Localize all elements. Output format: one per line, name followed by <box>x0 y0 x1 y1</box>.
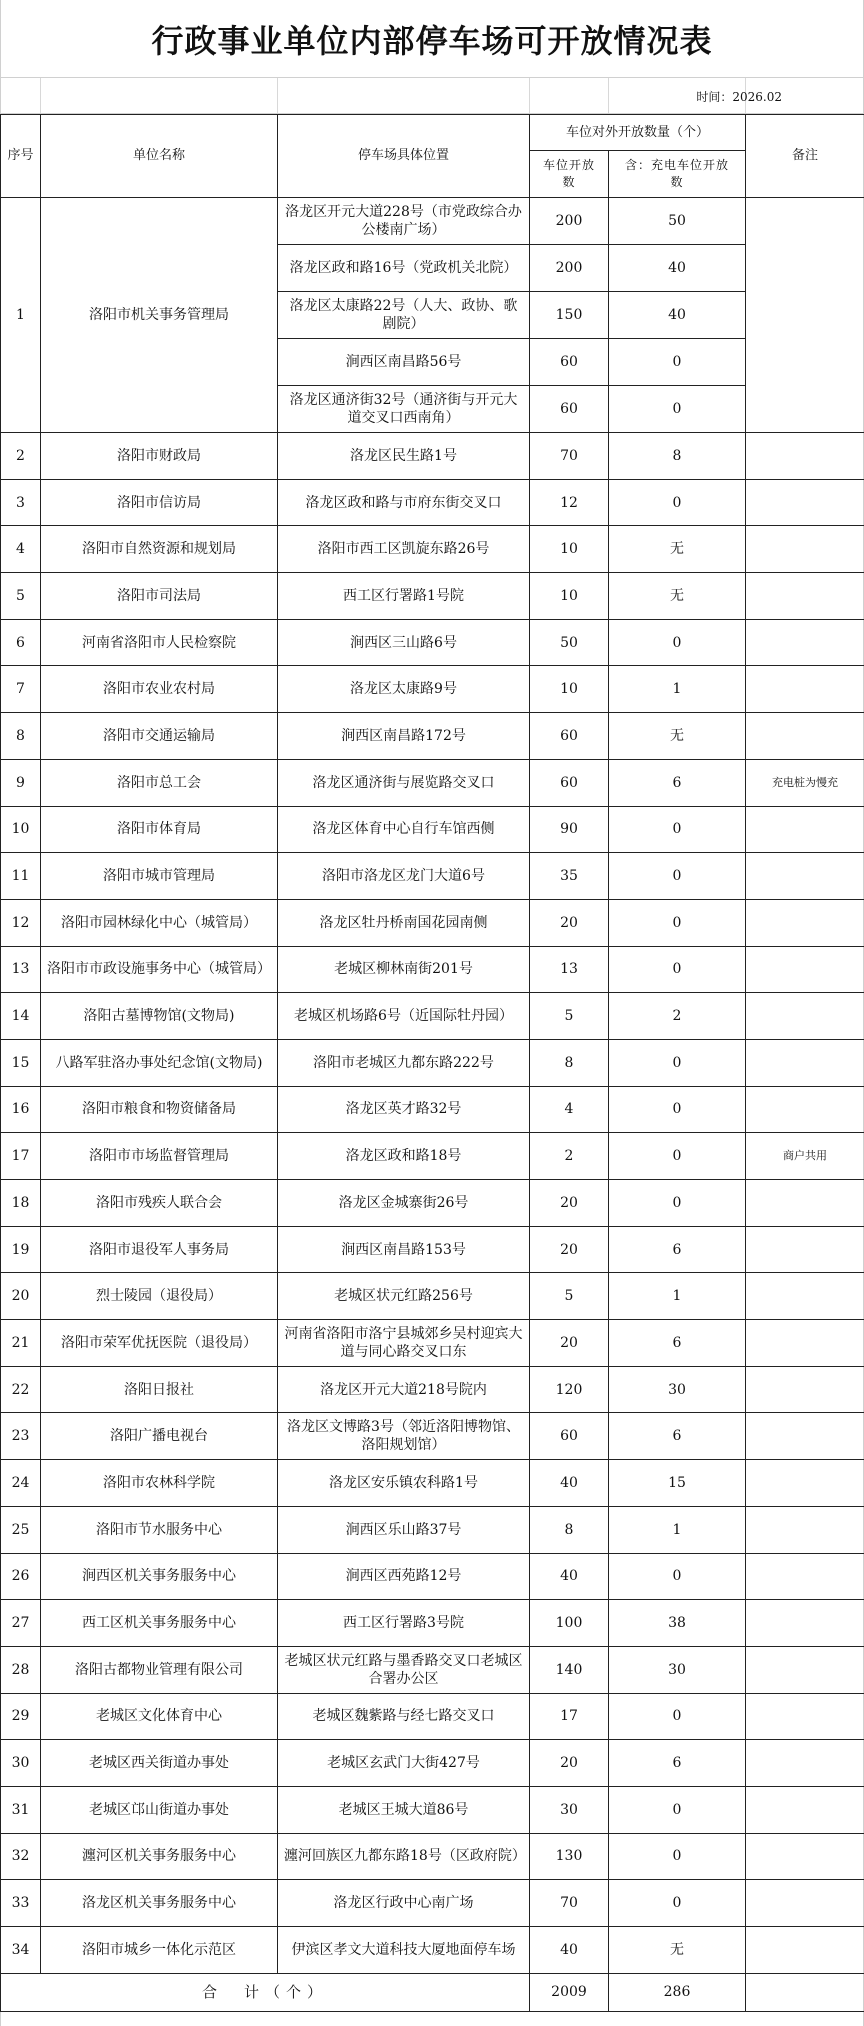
row-location: 涧西区乐山路37号 <box>278 1506 530 1553</box>
row-charging: 2 <box>609 993 746 1040</box>
time-label: 时间：2026.02 <box>696 89 782 104</box>
row-seq: 9 <box>1 759 41 806</box>
table-row <box>1 1273 864 1320</box>
table-row <box>1 946 864 993</box>
row-seq: 8 <box>1 713 41 760</box>
row-note <box>746 1413 864 1460</box>
row-unit: 洛阳广播电视台 <box>41 1413 278 1460</box>
table-row <box>1 1133 864 1180</box>
total-row <box>1 1973 864 2011</box>
row-unit: 洛阳市退役军人事务局 <box>41 1226 278 1273</box>
row-seq: 31 <box>1 1786 41 1833</box>
table-row <box>1 479 864 526</box>
row-unit: 老城区西关街道办事处 <box>41 1740 278 1787</box>
row-note <box>746 1086 864 1133</box>
header-unit: 单位名称 <box>41 115 278 198</box>
row-seq: 33 <box>1 1880 41 1927</box>
row-location: 老城区状元红路与墨香路交叉口老城区合署办公区 <box>278 1646 530 1693</box>
row-unit: 洛阳市城市管理局 <box>41 853 278 900</box>
table-row <box>1 198 864 245</box>
row-note <box>746 1600 864 1647</box>
row-open-count: 70 <box>530 1880 609 1927</box>
row-note <box>746 1833 864 1880</box>
row-open-count: 60 <box>530 759 609 806</box>
table-row <box>1 1460 864 1507</box>
row-unit: 洛阳市节水服务中心 <box>41 1506 278 1553</box>
row-unit: 洛阳市体育局 <box>41 806 278 853</box>
row-seq: 25 <box>1 1506 41 1553</box>
table-row <box>1 1366 864 1413</box>
row-charging: 15 <box>609 1460 746 1507</box>
row-location: 涧西区南昌路172号 <box>278 713 530 760</box>
row-open-count: 150 <box>530 292 609 339</box>
row-note <box>746 666 864 713</box>
table-row <box>1 853 864 900</box>
row-charging: 40 <box>609 292 746 339</box>
table-row <box>1 526 864 573</box>
row-location: 洛龙区太康路22号（人大、政协、歌剧院） <box>278 292 530 339</box>
header-row <box>1 115 864 151</box>
table-row <box>1 573 864 620</box>
row-note <box>746 713 864 760</box>
row-note <box>746 1553 864 1600</box>
row-note: 充电桩为慢充 <box>746 759 864 806</box>
row-location: 洛阳市西工区凯旋东路26号 <box>278 526 530 573</box>
row-location: 老城区状元红路256号 <box>278 1273 530 1320</box>
row-charging: 无 <box>609 526 746 573</box>
row-location: 洛龙区民生路1号 <box>278 433 530 480</box>
row-location: 洛龙区政和路与市府东街交叉口 <box>278 479 530 526</box>
row-charging: 6 <box>609 759 746 806</box>
row-charging: 0 <box>609 1553 746 1600</box>
row-charging: 0 <box>609 386 746 433</box>
header-charging: 含：充电车位开放数 <box>609 151 746 198</box>
table-row <box>1 1833 864 1880</box>
row-seq: 2 <box>1 433 41 480</box>
row-location: 洛龙区文博路3号（邻近洛阳博物馆、洛阳规划馆） <box>278 1413 530 1460</box>
row-note <box>746 806 864 853</box>
table-row <box>1 806 864 853</box>
row-open-count: 200 <box>530 245 609 292</box>
row-seq: 13 <box>1 946 41 993</box>
row-note: 商户共用 <box>746 1133 864 1180</box>
gridline <box>277 78 278 113</box>
row-note <box>746 1273 864 1320</box>
row-open-count: 40 <box>530 1460 609 1507</box>
row-charging: 0 <box>609 479 746 526</box>
table-row <box>1 433 864 480</box>
table-row <box>1 619 864 666</box>
row-charging: 无 <box>609 573 746 620</box>
row-location: 涧西区三山路6号 <box>278 619 530 666</box>
row-open-count: 50 <box>530 619 609 666</box>
row-location: 洛龙区体育中心自行车馆西侧 <box>278 806 530 853</box>
row-open-count: 8 <box>530 1039 609 1086</box>
row-charging: 0 <box>609 1039 746 1086</box>
row-charging: 8 <box>609 433 746 480</box>
row-seq: 20 <box>1 1273 41 1320</box>
row-location: 涧西区南昌路153号 <box>278 1226 530 1273</box>
row-location: 洛龙区通济街与展览路交叉口 <box>278 759 530 806</box>
row-open-count: 13 <box>530 946 609 993</box>
row-note <box>746 433 864 480</box>
row-seq: 1 <box>1 198 41 433</box>
row-location: 河南省洛阳市洛宁县城郊乡吴村迎宾大道与同心路交叉口东 <box>278 1320 530 1367</box>
row-location: 洛龙区金城寨街26号 <box>278 1180 530 1227</box>
row-unit: 洛阳古墓博物馆(文物局) <box>41 993 278 1040</box>
row-note <box>746 198 864 433</box>
row-open-count: 140 <box>530 1646 609 1693</box>
row-unit: 洛阳市荣军优抚医院（退役局） <box>41 1320 278 1367</box>
row-unit: 洛阳市残疾人联合会 <box>41 1180 278 1227</box>
row-unit: 洛阳市司法局 <box>41 573 278 620</box>
row-note <box>746 1180 864 1227</box>
row-location: 伊滨区孝文大道科技大厦地面停车场 <box>278 1927 530 1974</box>
row-location: 洛阳市洛龙区龙门大道6号 <box>278 853 530 900</box>
row-seq: 15 <box>1 1039 41 1086</box>
row-seq: 6 <box>1 619 41 666</box>
row-open-count: 200 <box>530 198 609 245</box>
row-seq: 29 <box>1 1693 41 1740</box>
row-open-count: 10 <box>530 526 609 573</box>
table-row <box>1 1646 864 1693</box>
row-unit: 八路军驻洛办事处纪念馆(文物局) <box>41 1039 278 1086</box>
row-seq: 24 <box>1 1460 41 1507</box>
row-location: 洛龙区政和路18号 <box>278 1133 530 1180</box>
row-open-count: 100 <box>530 1600 609 1647</box>
row-note <box>746 899 864 946</box>
row-unit: 老城区文化体育中心 <box>41 1693 278 1740</box>
total-label: 合 计（个） <box>1 1973 530 2011</box>
row-location: 涧西区南昌路56号 <box>278 339 530 386</box>
row-seq: 7 <box>1 666 41 713</box>
row-note <box>746 1226 864 1273</box>
row-note <box>746 993 864 1040</box>
header-note: 备注 <box>746 115 864 198</box>
row-note <box>746 1320 864 1367</box>
row-note <box>746 619 864 666</box>
row-location: 涧西区西苑路12号 <box>278 1553 530 1600</box>
gridline <box>529 78 530 113</box>
row-note <box>746 946 864 993</box>
row-note <box>746 1880 864 1927</box>
row-unit: 河南省洛阳市人民检察院 <box>41 619 278 666</box>
row-open-count: 60 <box>530 386 609 433</box>
row-charging: 0 <box>609 1180 746 1227</box>
row-unit: 洛阳市园林绿化中心（城管局） <box>41 899 278 946</box>
row-open-count: 130 <box>530 1833 609 1880</box>
row-note <box>746 1927 864 1974</box>
row-charging: 50 <box>609 198 746 245</box>
row-unit: 洛阳市农林科学院 <box>41 1460 278 1507</box>
row-seq: 21 <box>1 1320 41 1367</box>
row-unit: 洛阳市粮食和物资储备局 <box>41 1086 278 1133</box>
row-charging: 0 <box>609 339 746 386</box>
row-location: 洛龙区政和路16号（党政机关北院） <box>278 245 530 292</box>
row-charging: 0 <box>609 1693 746 1740</box>
row-seq: 3 <box>1 479 41 526</box>
row-charging: 0 <box>609 1880 746 1927</box>
table-row <box>1 1740 864 1787</box>
row-seq: 28 <box>1 1646 41 1693</box>
row-unit: 涧西区机关事务服务中心 <box>41 1553 278 1600</box>
row-note <box>746 1039 864 1086</box>
row-unit: 洛龙区机关事务服务中心 <box>41 1880 278 1927</box>
row-location: 洛阳市老城区九都东路222号 <box>278 1039 530 1086</box>
row-note <box>746 1460 864 1507</box>
row-location: 瀍河回族区九都东路18号（区政府院） <box>278 1833 530 1880</box>
table-row <box>1 1880 864 1927</box>
row-open-count: 17 <box>530 1693 609 1740</box>
row-note <box>746 1506 864 1553</box>
table-row <box>1 1039 864 1086</box>
row-note <box>746 479 864 526</box>
row-seq: 18 <box>1 1180 41 1227</box>
row-note <box>746 1740 864 1787</box>
table-row <box>1 1086 864 1133</box>
row-note <box>746 526 864 573</box>
row-open-count: 20 <box>530 1180 609 1227</box>
row-open-count: 8 <box>530 1506 609 1553</box>
parking-table <box>0 114 864 2012</box>
row-charging: 0 <box>609 1786 746 1833</box>
row-location: 老城区玄武门大街427号 <box>278 1740 530 1787</box>
row-seq: 5 <box>1 573 41 620</box>
row-unit: 烈士陵园（退役局） <box>41 1273 278 1320</box>
row-seq: 34 <box>1 1927 41 1974</box>
row-open-count: 70 <box>530 433 609 480</box>
row-charging: 无 <box>609 1927 746 1974</box>
table-row <box>1 899 864 946</box>
row-charging: 6 <box>609 1320 746 1367</box>
row-location: 西工区行署路1号院 <box>278 573 530 620</box>
row-unit: 洛阳市农业农村局 <box>41 666 278 713</box>
row-open-count: 35 <box>530 853 609 900</box>
table-row <box>1 1180 864 1227</box>
row-charging: 30 <box>609 1646 746 1693</box>
row-unit: 洛阳市财政局 <box>41 433 278 480</box>
table-row <box>1 759 864 806</box>
row-location: 洛龙区行政中心南广场 <box>278 1880 530 1927</box>
row-charging: 1 <box>609 1506 746 1553</box>
row-charging: 0 <box>609 806 746 853</box>
row-open-count: 20 <box>530 1226 609 1273</box>
table-row <box>1 1600 864 1647</box>
row-unit: 洛阳市市政设施事务中心（城管局） <box>41 946 278 993</box>
row-charging: 0 <box>609 899 746 946</box>
row-location: 老城区柳林南街201号 <box>278 946 530 993</box>
row-seq: 16 <box>1 1086 41 1133</box>
header-open-count: 车位开放数 <box>530 151 609 198</box>
row-open-count: 60 <box>530 1413 609 1460</box>
row-open-count: 10 <box>530 666 609 713</box>
row-open-count: 10 <box>530 573 609 620</box>
row-unit: 洛阳市城乡一体化示范区 <box>41 1927 278 1974</box>
row-charging: 0 <box>609 619 746 666</box>
gridline <box>608 78 609 113</box>
row-seq: 14 <box>1 993 41 1040</box>
row-open-count: 20 <box>530 1740 609 1787</box>
row-seq: 10 <box>1 806 41 853</box>
row-location: 洛龙区太康路9号 <box>278 666 530 713</box>
row-location: 西工区行署路3号院 <box>278 1600 530 1647</box>
header-seq: 序号 <box>1 115 41 198</box>
row-unit: 老城区邙山街道办事处 <box>41 1786 278 1833</box>
row-open-count: 2 <box>530 1133 609 1180</box>
row-seq: 27 <box>1 1600 41 1647</box>
table-row <box>1 1226 864 1273</box>
total-note <box>746 1973 864 2011</box>
row-note <box>746 573 864 620</box>
table-row <box>1 1927 864 1974</box>
row-location: 洛龙区开元大道218号院内 <box>278 1366 530 1413</box>
row-charging: 40 <box>609 245 746 292</box>
row-location: 洛龙区英才路32号 <box>278 1086 530 1133</box>
row-seq: 4 <box>1 526 41 573</box>
row-open-count: 120 <box>530 1366 609 1413</box>
row-open-count: 5 <box>530 993 609 1040</box>
row-unit: 洛阳市机关事务管理局 <box>41 198 278 433</box>
row-open-count: 60 <box>530 339 609 386</box>
row-charging: 0 <box>609 1086 746 1133</box>
gridline <box>40 78 41 113</box>
row-open-count: 90 <box>530 806 609 853</box>
row-open-count: 5 <box>530 1273 609 1320</box>
row-unit: 洛阳市市场监督管理局 <box>41 1133 278 1180</box>
row-charging: 6 <box>609 1413 746 1460</box>
row-open-count: 20 <box>530 899 609 946</box>
row-charging: 0 <box>609 1833 746 1880</box>
row-location: 老城区机场路6号（近国际牡丹园） <box>278 993 530 1040</box>
row-location: 老城区王城大道86号 <box>278 1786 530 1833</box>
row-seq: 22 <box>1 1366 41 1413</box>
time-row <box>0 78 864 114</box>
table-row <box>1 1553 864 1600</box>
row-charging: 1 <box>609 1273 746 1320</box>
row-location: 洛龙区牡丹桥南国花园南侧 <box>278 899 530 946</box>
row-unit: 瀍河区机关事务服务中心 <box>41 1833 278 1880</box>
row-seq: 17 <box>1 1133 41 1180</box>
row-seq: 26 <box>1 1553 41 1600</box>
row-open-count: 4 <box>530 1086 609 1133</box>
row-unit: 洛阳市自然资源和规划局 <box>41 526 278 573</box>
total-open-count: 2009 <box>530 1973 609 2011</box>
row-open-count: 40 <box>530 1553 609 1600</box>
row-seq: 30 <box>1 1740 41 1787</box>
row-charging: 0 <box>609 853 746 900</box>
row-charging: 无 <box>609 713 746 760</box>
row-open-count: 20 <box>530 1320 609 1367</box>
table-row <box>1 1413 864 1460</box>
row-unit: 洛阳市交通运输局 <box>41 713 278 760</box>
row-location: 洛龙区开元大道228号（市党政综合办公楼南广场） <box>278 198 530 245</box>
row-charging: 38 <box>609 1600 746 1647</box>
row-charging: 0 <box>609 946 746 993</box>
row-open-count: 40 <box>530 1927 609 1974</box>
row-charging: 30 <box>609 1366 746 1413</box>
header-location: 停车场具体位置 <box>278 115 530 198</box>
row-open-count: 30 <box>530 1786 609 1833</box>
table-title: 行政事业单位内部停车场可开放情况表 <box>0 0 864 78</box>
row-charging: 6 <box>609 1226 746 1273</box>
row-location: 洛龙区通济街32号（通济街与开元大道交叉口西南角） <box>278 386 530 433</box>
table-row <box>1 993 864 1040</box>
row-unit: 洛阳日报社 <box>41 1366 278 1413</box>
row-open-count: 12 <box>530 479 609 526</box>
row-unit: 洛阳市总工会 <box>41 759 278 806</box>
table-row <box>1 666 864 713</box>
row-unit: 西工区机关事务服务中心 <box>41 1600 278 1647</box>
table-row <box>1 1786 864 1833</box>
row-unit: 洛阳市信访局 <box>41 479 278 526</box>
table-row <box>1 1693 864 1740</box>
row-charging: 6 <box>609 1740 746 1787</box>
row-seq: 32 <box>1 1833 41 1880</box>
row-note <box>746 1786 864 1833</box>
row-seq: 11 <box>1 853 41 900</box>
total-charging: 286 <box>609 1973 746 2011</box>
header-open-group: 车位对外开放数量（个） <box>530 115 746 151</box>
row-seq: 12 <box>1 899 41 946</box>
row-unit: 洛阳古都物业管理有限公司 <box>41 1646 278 1693</box>
row-location: 洛龙区安乐镇农科路1号 <box>278 1460 530 1507</box>
table-row <box>1 713 864 760</box>
row-note <box>746 1646 864 1693</box>
table-row <box>1 1320 864 1367</box>
row-note <box>746 1693 864 1740</box>
table-row <box>1 1506 864 1553</box>
row-open-count: 60 <box>530 713 609 760</box>
row-charging: 1 <box>609 666 746 713</box>
row-seq: 23 <box>1 1413 41 1460</box>
row-location: 老城区魏紫路与经七路交叉口 <box>278 1693 530 1740</box>
row-seq: 19 <box>1 1226 41 1273</box>
row-note <box>746 1366 864 1413</box>
row-note <box>746 853 864 900</box>
row-charging: 0 <box>609 1133 746 1180</box>
